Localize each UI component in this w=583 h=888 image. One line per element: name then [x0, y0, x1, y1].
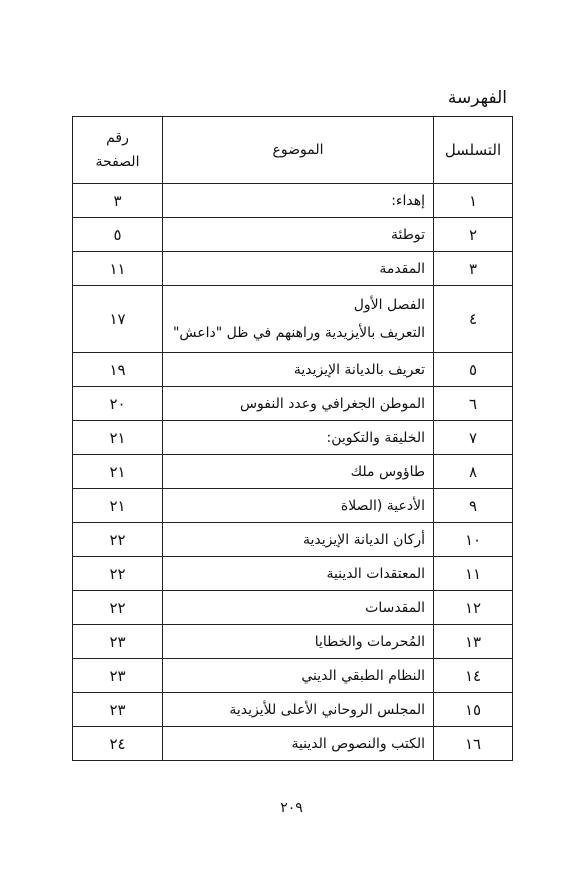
table-row	[73, 353, 513, 387]
row-topic: إهداء:	[163, 184, 434, 218]
row-serial: ١٤	[434, 659, 513, 693]
table-row	[73, 625, 513, 659]
table-row	[73, 421, 513, 455]
row-page: ١١	[73, 252, 163, 286]
row-page: ٢٣	[73, 693, 163, 727]
row-serial: ٢	[434, 218, 513, 252]
row-serial: ١	[434, 184, 513, 218]
table-header-row	[73, 117, 513, 184]
table-row	[73, 489, 513, 523]
row-topic: النظام الطبقي الديني	[163, 659, 434, 693]
header-serial: التسلسل	[434, 117, 513, 184]
row-topic: الخليقة والتكوين:	[163, 421, 434, 455]
table-row	[73, 455, 513, 489]
table-row	[73, 218, 513, 252]
row-serial: ٥	[434, 353, 513, 387]
row-serial: ٣	[434, 252, 513, 286]
row-serial: ١٦	[434, 727, 513, 761]
table-row	[73, 184, 513, 218]
row-page: ١٩	[73, 353, 163, 387]
row-page: ١٧	[73, 286, 163, 353]
page-number: ٢٠٩	[280, 800, 303, 816]
table-row	[73, 693, 513, 727]
row-page: ٥	[73, 218, 163, 252]
row-topic: توطئة	[163, 218, 434, 252]
table-row	[73, 727, 513, 761]
table-row	[73, 387, 513, 421]
row-topic: المعتقدات الدينية	[163, 557, 434, 591]
table-row	[73, 591, 513, 625]
chapter-subtitle: التعريف بالأيزيدية وراهنهم في ظل "داعش"	[172, 325, 425, 341]
row-topic: المقدسات	[163, 591, 434, 625]
row-page: ٢٢	[73, 591, 163, 625]
row-serial: ٧	[434, 421, 513, 455]
row-page: ٢٣	[73, 625, 163, 659]
header-topic: الموضوع	[163, 117, 434, 184]
row-page: ٢٠	[73, 387, 163, 421]
row-topic: تعريف بالديانة الإيزيدية	[163, 353, 434, 387]
row-page: ٢٢	[73, 557, 163, 591]
row-page: ٢٣	[73, 659, 163, 693]
row-topic: أركان الديانة الإيزيدية	[163, 523, 434, 557]
toc-table	[72, 116, 513, 761]
row-serial: ١٠	[434, 523, 513, 557]
row-topic: طاؤوس ملك	[163, 455, 434, 489]
header-page-line2: الصفحة	[95, 154, 140, 170]
row-serial: ١٣	[434, 625, 513, 659]
chapter-title: الفصل الأول	[353, 297, 425, 313]
row-page: ٢١	[73, 455, 163, 489]
row-serial: ٦	[434, 387, 513, 421]
row-page: ٢١	[73, 489, 163, 523]
row-serial: ١٥	[434, 693, 513, 727]
row-topic: الأدعية (الصلاة	[163, 489, 434, 523]
row-topic	[163, 286, 434, 353]
table-row	[73, 557, 513, 591]
table-row	[73, 286, 513, 353]
row-page: ٢٤	[73, 727, 163, 761]
row-topic: الكتب والنصوص الدينية	[163, 727, 434, 761]
row-topic: المقدمة	[163, 252, 434, 286]
row-page: ٢٢	[73, 523, 163, 557]
row-serial: ٩	[434, 489, 513, 523]
table-row	[73, 659, 513, 693]
row-page: ٢١	[73, 421, 163, 455]
row-topic: المُحرمات والخطايا	[163, 625, 434, 659]
row-serial: ١٢	[434, 591, 513, 625]
row-serial: ٨	[434, 455, 513, 489]
table-row	[73, 252, 513, 286]
toc-heading: الفهرسة	[447, 88, 507, 108]
header-page-line1: رقم	[106, 130, 129, 146]
row-serial: ٤	[434, 286, 513, 353]
row-topic: الموطن الجغرافي وعدد النفوس	[163, 387, 434, 421]
header-page	[73, 117, 163, 184]
row-page: ٣	[73, 184, 163, 218]
row-serial: ١١	[434, 557, 513, 591]
table-row	[73, 523, 513, 557]
row-topic: المجلس الروحاني الأعلى للأيزيدية	[163, 693, 434, 727]
